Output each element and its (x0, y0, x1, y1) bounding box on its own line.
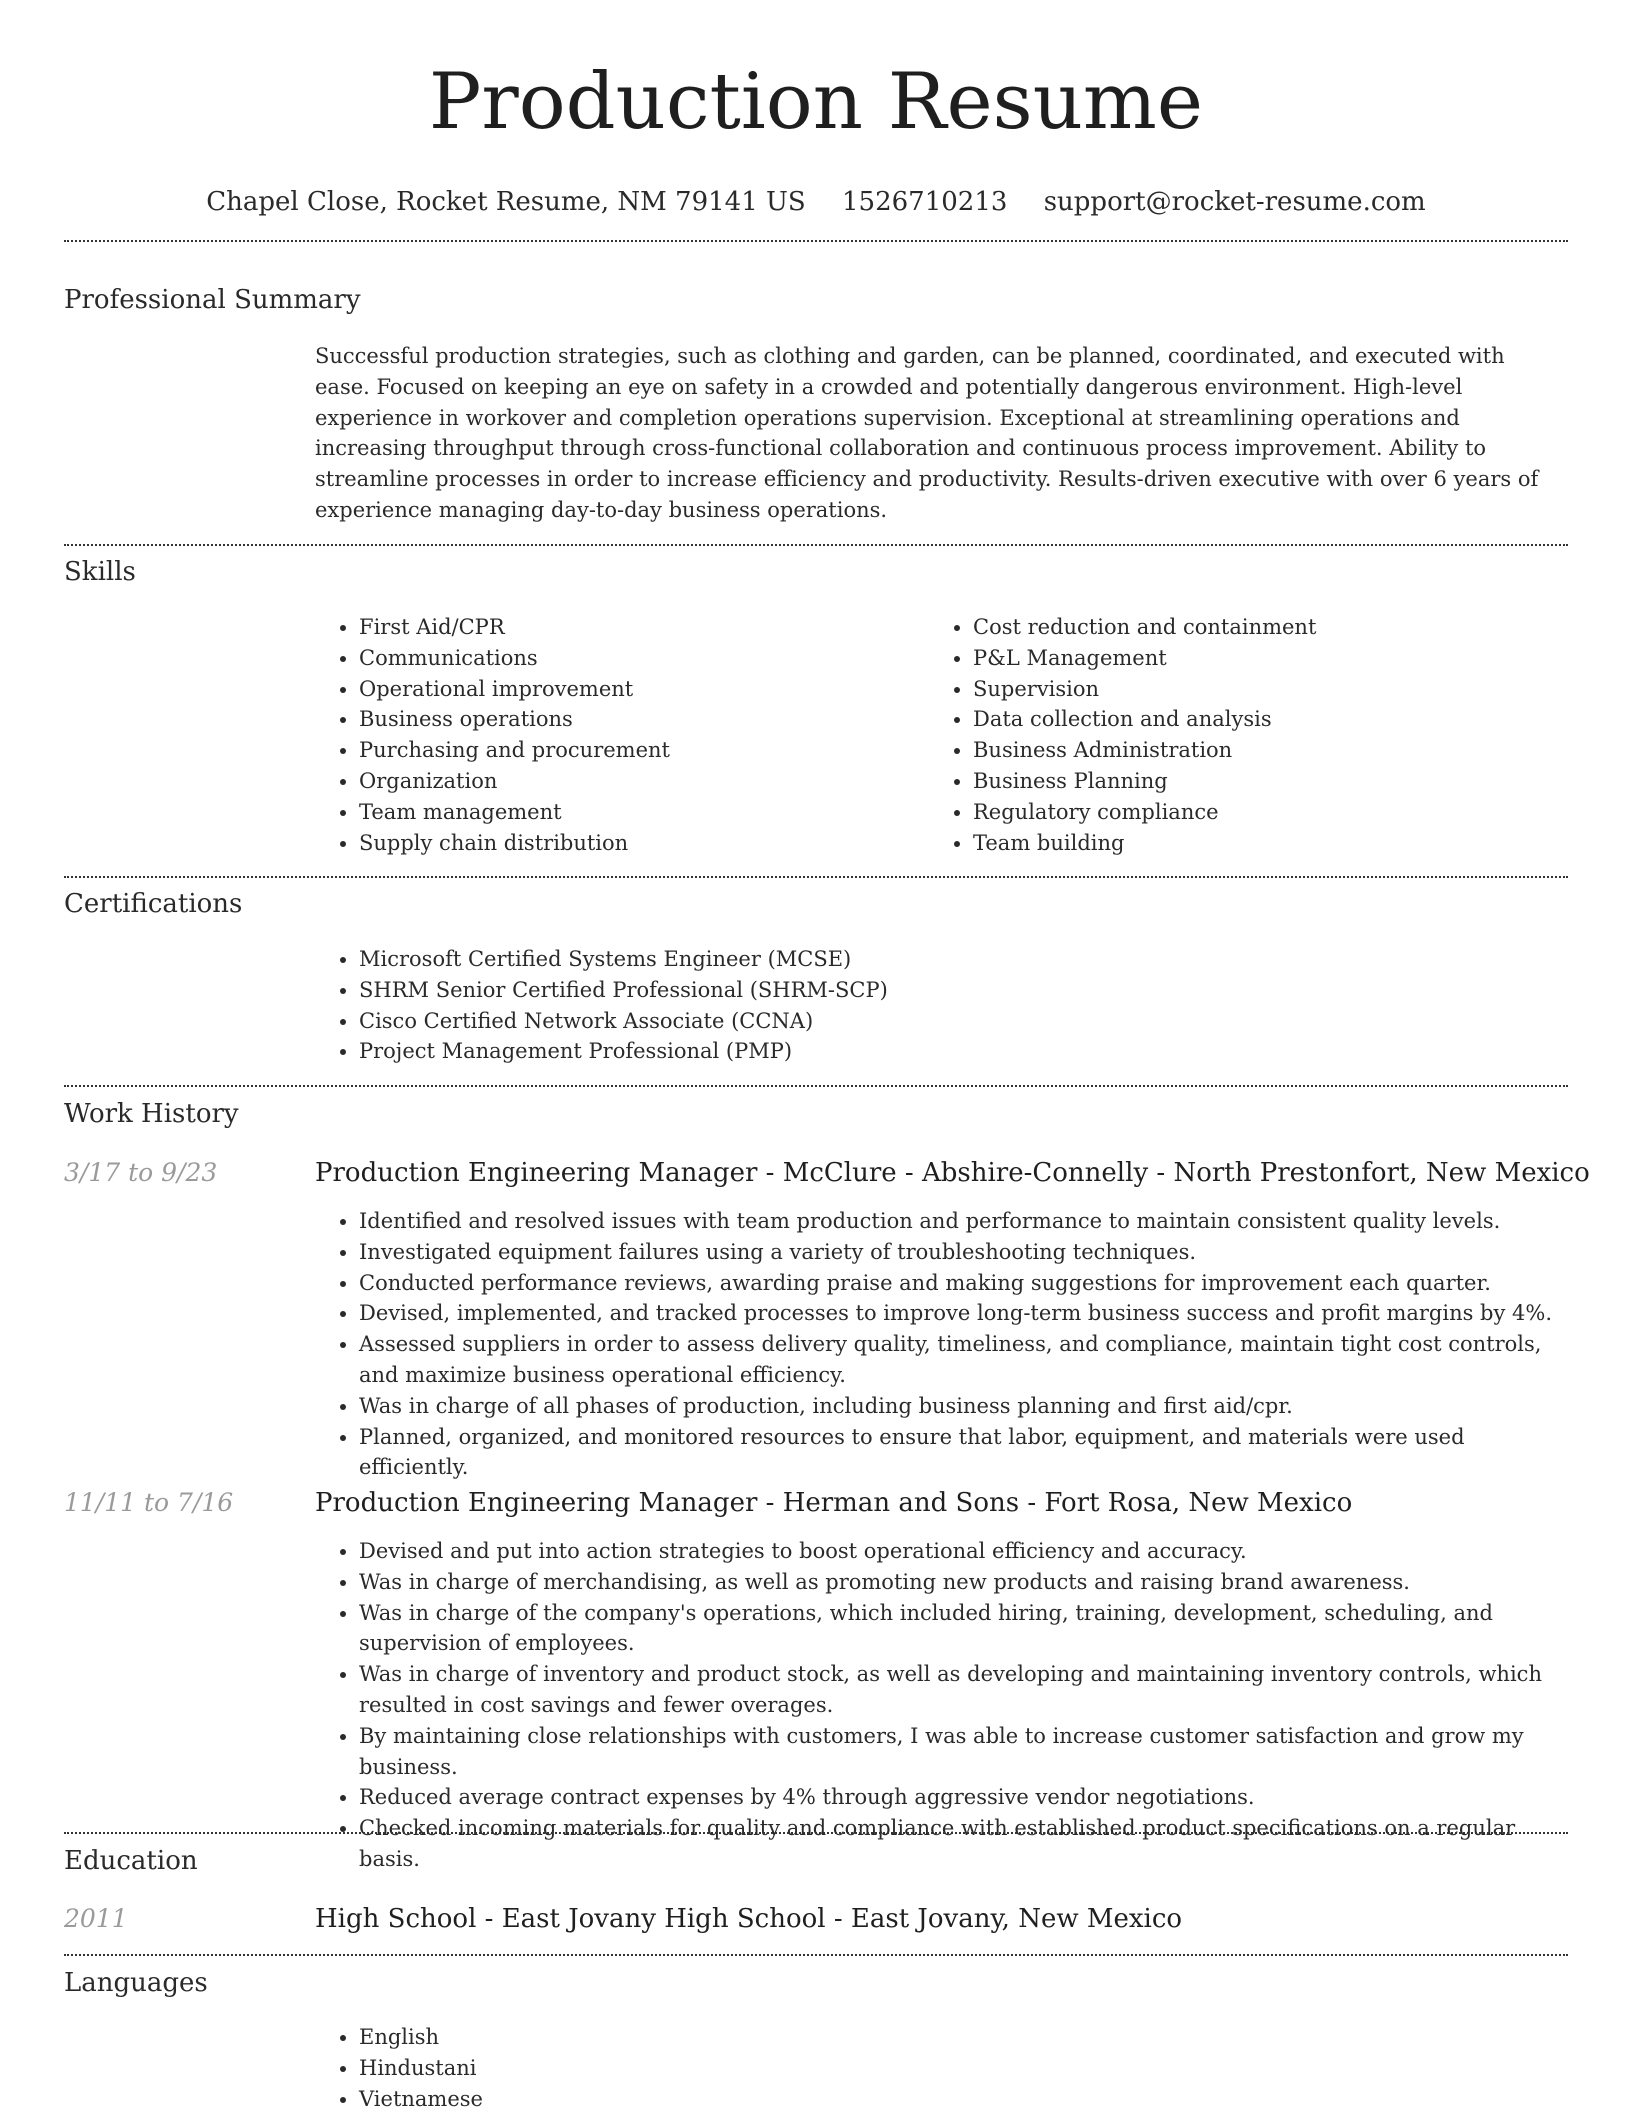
list-item: • Purchasing and procurement (359, 735, 915, 766)
divider (64, 1085, 1568, 1087)
list-item: • Checked incoming materials for quality and compliance with established product specifications on a regular basis. (359, 1813, 1570, 1875)
list-item: • Reduced average contract expenses by 4% through aggressive vendor negotiations. (359, 1782, 1570, 1813)
resume-name: Production Resume (428, 57, 1204, 147)
list-item: • By maintaining close relationships with customers, I was able to increase customer satisfaction and grow my business. (359, 1721, 1570, 1783)
certifications-list (315, 944, 1570, 1067)
section-title-education: Education (64, 1846, 198, 1876)
list-item: • Project Management Professional (PMP) (359, 1036, 1570, 1067)
job-title: Production Engineering Manager - McClure - Abshire-Connelly - North Prestonfort, New Mexico (315, 1158, 1590, 1188)
list-item: • Communications (359, 643, 915, 674)
divider (64, 1832, 1568, 1834)
section-title-languages: Languages (64, 1968, 208, 1998)
list-item: • Team management (359, 797, 915, 828)
list-item: • Assessed suppliers in order to assess delivery quality, timeliness, and compliance, maintain tight cost controls, and maximize business operational efficiency. (359, 1329, 1570, 1391)
contact-email: support@rocket-resume.com (1043, 187, 1426, 217)
list-item: • Cost reduction and containment (973, 612, 1559, 643)
education-entry: High School - East Jovany High School - East Jovany, New Mexico (315, 1904, 1183, 1934)
list-item: • Vietnamese (359, 2084, 1570, 2114)
list-item: • First Aid/CPR (359, 612, 915, 643)
list-item: • Operational improvement (359, 674, 915, 705)
job-date: 3/17 to 9/23 (64, 1158, 218, 1187)
list-item: • Investigated equipment failures using a variety of troubleshooting techniques. (359, 1237, 1570, 1268)
list-item: • Was in charge of merchandising, as well as promoting new products and raising brand awareness. (359, 1567, 1570, 1598)
skills-list-left (315, 612, 915, 858)
list-item: • Microsoft Certified Systems Engineer (MCSE) (359, 944, 1570, 975)
languages-list (315, 2022, 1570, 2114)
resume-header (0, 0, 1632, 218)
section-title-certifications: Certifications (64, 889, 243, 919)
list-item: • Team building (973, 828, 1559, 859)
list-item: • Was in charge of inventory and product stock, as well as developing and maintaining inventory controls, which resulted in cost savings and fewer overages. (359, 1659, 1570, 1721)
list-item: • Devised and put into action strategies to boost operational efficiency and accuracy. (359, 1536, 1570, 1567)
list-item: • Supply chain distribution (359, 828, 915, 859)
list-item: • Conducted performance reviews, awarding praise and making suggestions for improvement each quarter. (359, 1268, 1570, 1299)
list-item: • English (359, 2022, 1570, 2053)
job-bullets (315, 1536, 1570, 1875)
job-date: 11/11 to 7/16 (64, 1488, 234, 1517)
list-item: • Was in charge of all phases of production, including business planning and first aid/cpr. (359, 1391, 1570, 1422)
list-item: • Was in charge of the company's operations, which included hiring, training, development, scheduling, and supervision of employees. (359, 1598, 1570, 1660)
divider (64, 544, 1568, 546)
list-item: • Business Administration (973, 735, 1559, 766)
list-item: • Hindustani (359, 2053, 1570, 2084)
contact-line (0, 186, 1632, 218)
list-item: • Data collection and analysis (973, 704, 1559, 735)
job-bullets (315, 1206, 1570, 1483)
list-item: • Organization (359, 766, 915, 797)
list-item: • Supervision (973, 674, 1559, 705)
list-item: • Identified and resolved issues with team production and performance to maintain consistent quality levels. (359, 1206, 1570, 1237)
list-item: • Business operations (359, 704, 915, 735)
section-title-work: Work History (64, 1099, 239, 1129)
education-date: 2011 (64, 1904, 128, 1933)
list-item: • Devised, implemented, and tracked processes to improve long-term business success and profit margins by 4%. (359, 1298, 1570, 1329)
section-title-skills: Skills (64, 557, 136, 587)
divider (64, 876, 1568, 878)
summary-body (315, 341, 1545, 526)
contact-phone: 1526710213 (842, 187, 1008, 217)
list-item: • SHRM Senior Certified Professional (SHRM-SCP) (359, 975, 1570, 1006)
divider (64, 1954, 1568, 1956)
list-item: • Business Planning (973, 766, 1559, 797)
list-item: • Planned, organized, and monitored resources to ensure that labor, equipment, and materials were used efficiently. (359, 1422, 1570, 1484)
list-item: • P&L Management (973, 643, 1559, 674)
list-item: • Regulatory compliance (973, 797, 1559, 828)
skills-list-right (929, 612, 1559, 858)
divider (64, 240, 1568, 242)
contact-address: Chapel Close, Rocket Resume, NM 79141 US (206, 187, 806, 217)
summary-text: Successful production strategies, such as clothing and garden, can be planned, coordinated, and executed with ease. Focused on keeping an eye on safety in a crowded and potentially dangerous environment. High-level experience in workover and completion operations supervision. Exceptional at streamlining operations and increasing throughput through cross-functional collaboration and continuous process improvement. Ability to streamline processes in order to increase efficiency and productivity. Results-driven executive with over 6 years of experience managing day-to-day business operations. (315, 344, 1539, 522)
job-title: Production Engineering Manager - Herman and Sons - Fort Rosa, New Mexico (315, 1488, 1353, 1518)
section-title-summary: Professional Summary (64, 285, 361, 315)
list-item: • Cisco Certified Network Associate (CCNA) (359, 1006, 1570, 1037)
